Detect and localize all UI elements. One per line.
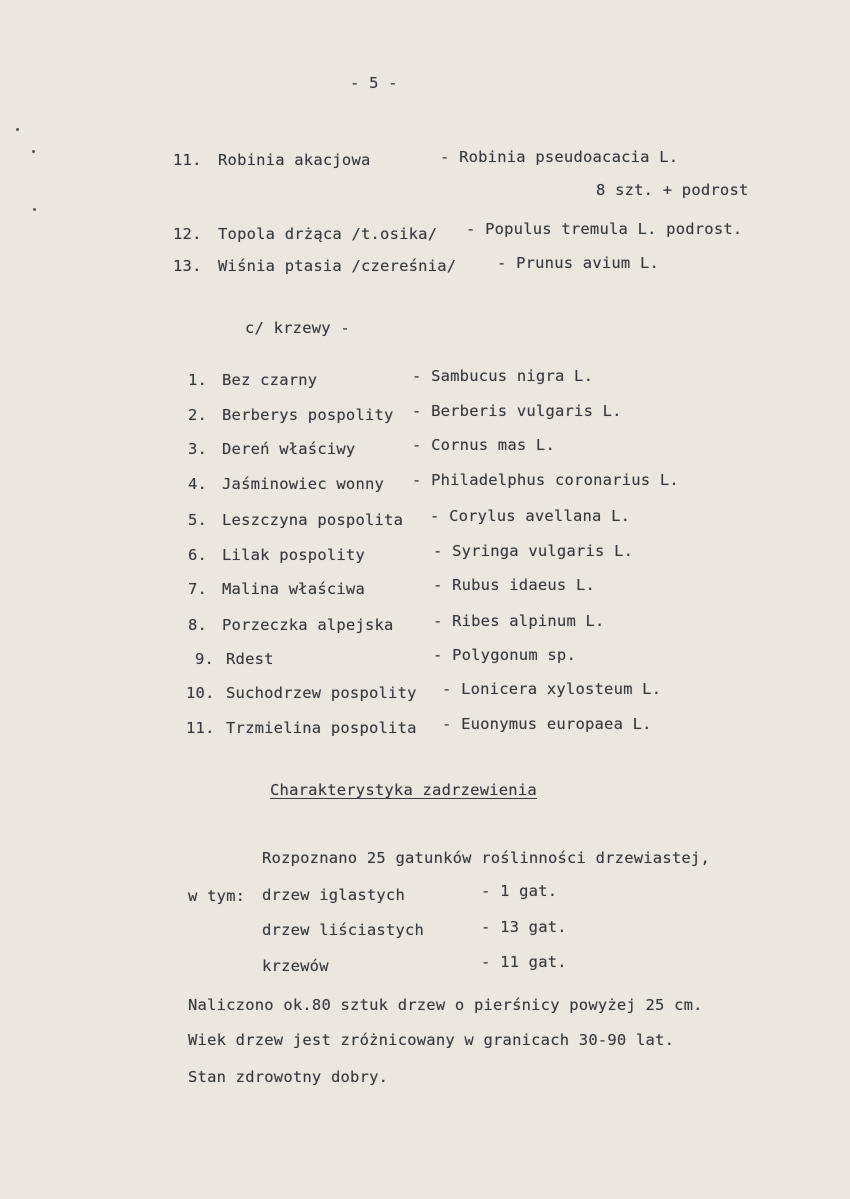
- species-name: Malina właściwa: [222, 580, 365, 598]
- summary-label: krzewów: [262, 957, 329, 975]
- species-latin: - Euonymus europaea L.: [442, 715, 652, 733]
- list-item-number: 1.: [188, 371, 208, 389]
- summary-label: drzew liściastych: [262, 921, 425, 939]
- summary-value: - 11 gat.: [481, 953, 567, 971]
- species-latin: - Ribes alpinum L.: [433, 612, 605, 630]
- list-item-number: 12.: [173, 225, 202, 243]
- species-latin: - Berberis vulgaris L.: [412, 402, 622, 420]
- species-name: Berberys pospolity: [222, 406, 394, 424]
- species-name: Robinia akacjowa: [218, 151, 371, 169]
- closing-line: Naliczono ok.80 sztuk drzew o pierśnicy powyżej 25 cm.: [188, 996, 703, 1014]
- species-name: Wiśnia ptasia /czereśnia/: [218, 257, 457, 275]
- species-latin: - Prunus avium L.: [497, 254, 660, 272]
- species-latin: - Philadelphus coronarius L.: [412, 471, 679, 489]
- species-name: Porzeczka alpejska: [222, 616, 394, 634]
- list-item-number: 9.: [195, 650, 215, 668]
- list-item-number: 10.: [186, 684, 215, 702]
- summary-prefix: w tym:: [188, 887, 246, 905]
- species-latin: - Sambucus nigra L.: [412, 367, 594, 385]
- list-item-number: 2.: [188, 406, 208, 424]
- page-number: - 5 -: [350, 74, 398, 92]
- species-name: Lilak pospolity: [222, 546, 365, 564]
- summary-value: - 1 gat.: [481, 882, 558, 900]
- species-name: Dereń właściwy: [222, 440, 356, 458]
- list-item-number: 8.: [188, 616, 208, 634]
- section-title: Charakterystyka zadrzewienia: [270, 781, 537, 799]
- species-name: Bez czarny: [222, 371, 318, 389]
- section-heading: c/ krzewy -: [245, 319, 350, 337]
- list-item-number: 7.: [188, 580, 208, 598]
- species-latin: - Polygonum sp.: [433, 646, 576, 664]
- list-item-number: 5.: [188, 511, 208, 529]
- list-item-number: 11.: [173, 151, 202, 169]
- species-name: Rdest: [226, 650, 274, 668]
- summary-value: - 13 gat.: [481, 918, 567, 936]
- list-item-number: 3.: [188, 440, 208, 458]
- species-latin: - Corylus avellana L.: [430, 507, 631, 525]
- species-latin: - Rubus idaeus L.: [433, 576, 596, 594]
- list-item-number: 11.: [186, 719, 215, 737]
- species-name: Leszczyna pospolita: [222, 511, 404, 529]
- species-latin: - Populus tremula L. podrost.: [466, 220, 743, 238]
- punch-mark: [33, 208, 36, 211]
- species-latin: - Robinia pseudoacacia L.: [440, 148, 679, 166]
- list-item-number: 13.: [173, 257, 202, 275]
- summary-label: drzew iglastych: [262, 886, 405, 904]
- closing-line: Wiek drzew jest zróżnicowany w granicach 30-90 lat.: [188, 1031, 675, 1049]
- punch-mark: [16, 128, 19, 131]
- species-latin: - Cornus mas L.: [412, 436, 555, 454]
- species-name: Jaśminowiec wonny: [222, 475, 385, 493]
- list-item-number: 4.: [188, 475, 208, 493]
- list-item-number: 6.: [188, 546, 208, 564]
- closing-line: Stan zdrowotny dobry.: [188, 1068, 389, 1086]
- species-note: 8 szt. + podrost: [596, 181, 749, 199]
- species-name: Trzmielina pospolita: [226, 719, 417, 737]
- species-name: Topola drżąca /t.osika/: [218, 225, 438, 243]
- species-name: Suchodrzew pospolity: [226, 684, 417, 702]
- species-latin: - Lonicera xylosteum L.: [442, 680, 662, 698]
- species-latin: - Syringa vulgaris L.: [433, 542, 634, 560]
- summary-intro: Rozpoznano 25 gatunków roślinności drzewiastej,: [262, 849, 710, 867]
- punch-mark: [32, 150, 35, 153]
